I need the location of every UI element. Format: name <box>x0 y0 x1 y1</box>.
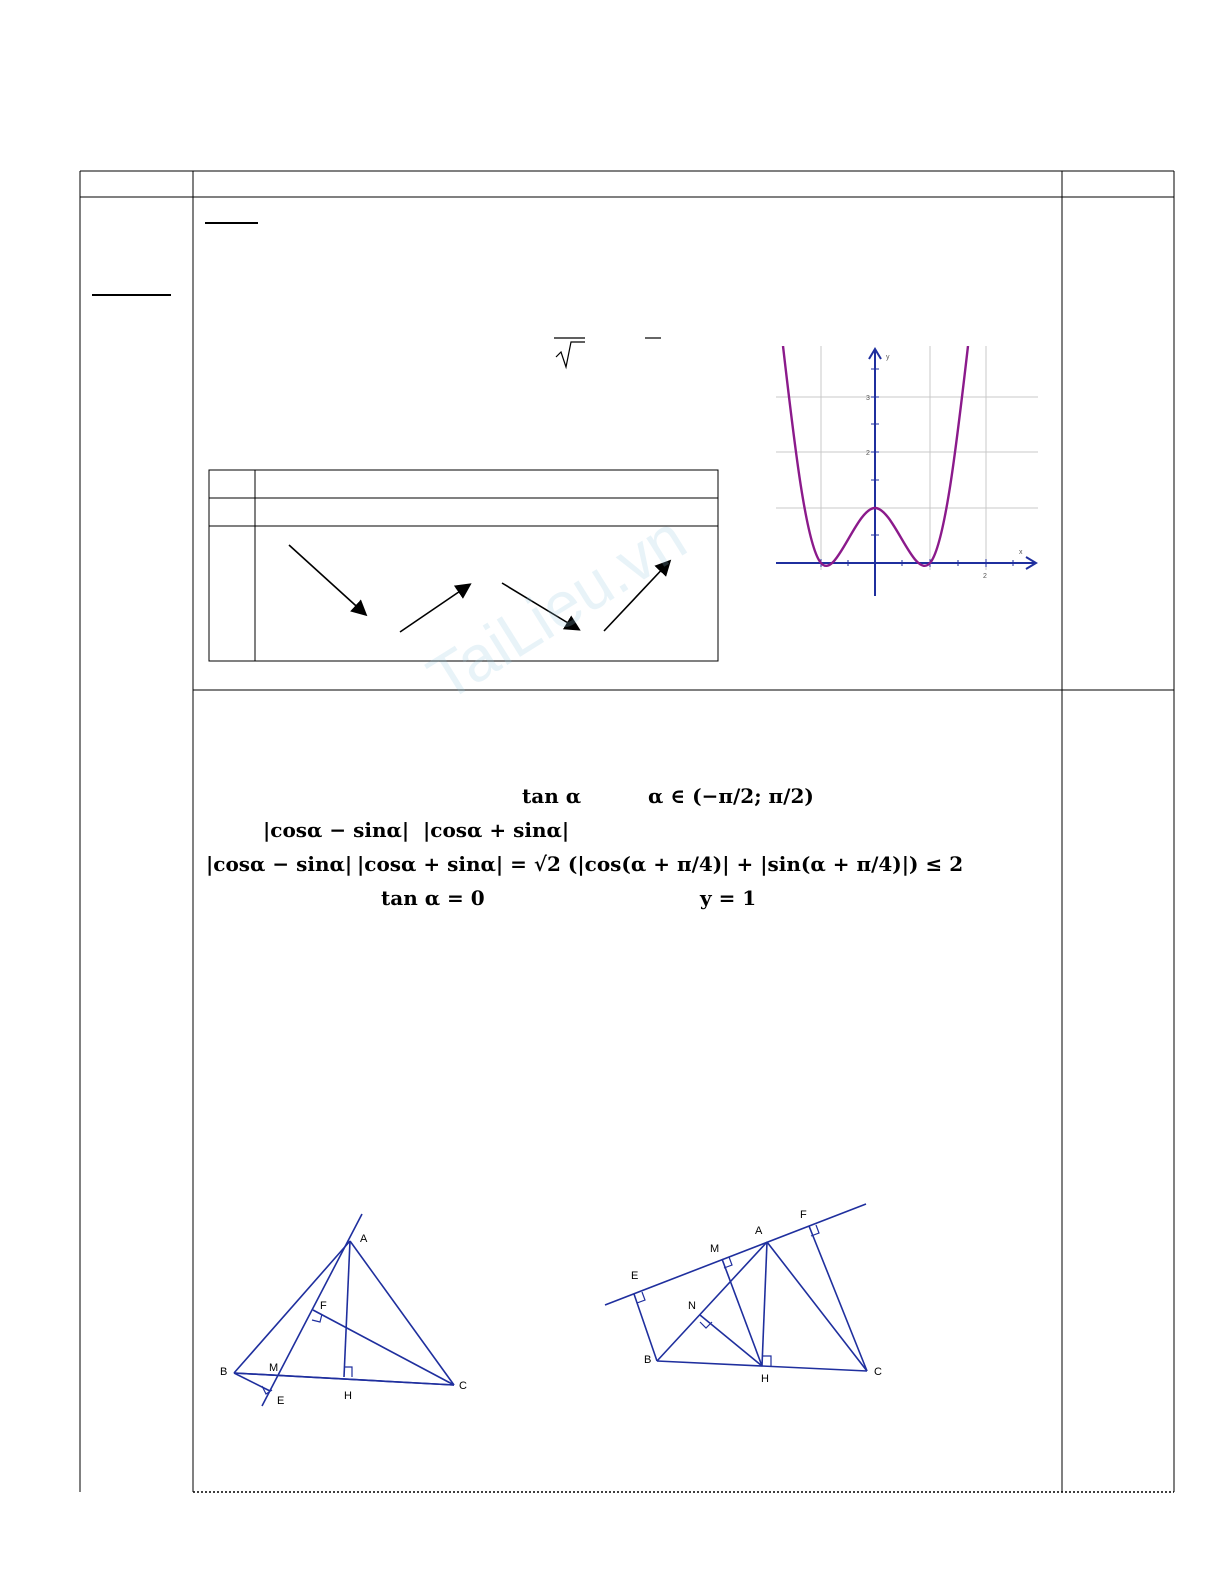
left-label-a: A <box>360 1233 368 1245</box>
right-label-h: H <box>761 1373 769 1385</box>
right-label-a: A <box>755 1225 763 1237</box>
math-abs-cos-minus-sin: |cosα − sinα| <box>263 818 410 842</box>
x-tick-label: 2 <box>983 573 987 580</box>
math-tan-alpha: tan α <box>522 784 582 808</box>
right-label-f: F <box>800 1209 807 1221</box>
math-abs-cos-plus-sin: |cosα + sinα| <box>423 818 570 842</box>
left-label-c: C <box>459 1380 467 1392</box>
left-label-e: E <box>277 1395 285 1407</box>
x-axis-label: x <box>1019 549 1023 556</box>
right-label-c: C <box>874 1366 882 1378</box>
math-y-one: y = 1 <box>700 886 757 910</box>
y-tick-lower: 2 <box>866 450 870 457</box>
math-abs-cos-minus-sin-2: |cosα − sinα| <box>206 852 353 876</box>
math-alpha-interval: α ∈ (−π/2; π/2) <box>648 784 814 808</box>
math-identity: |cosα + sinα| = √2 (|cos(α + π/4)| + |sin(α + π/4)|) ≤ 2 <box>357 852 964 876</box>
left-label-m: M <box>269 1362 279 1374</box>
left-label-h: H <box>344 1390 352 1402</box>
right-label-b: B <box>644 1354 652 1366</box>
math-tan-zero: tan α = 0 <box>381 886 485 910</box>
right-label-m: M <box>710 1243 720 1255</box>
left-label-b: B <box>220 1366 228 1378</box>
left-label-f: F <box>320 1300 327 1312</box>
right-label-e: E <box>631 1270 639 1282</box>
y-axis-label: y <box>886 354 890 361</box>
watermark: TaiLieu.vn <box>415 501 699 715</box>
right-label-n: N <box>688 1300 696 1312</box>
y-tick-upper: 3 <box>866 395 870 402</box>
